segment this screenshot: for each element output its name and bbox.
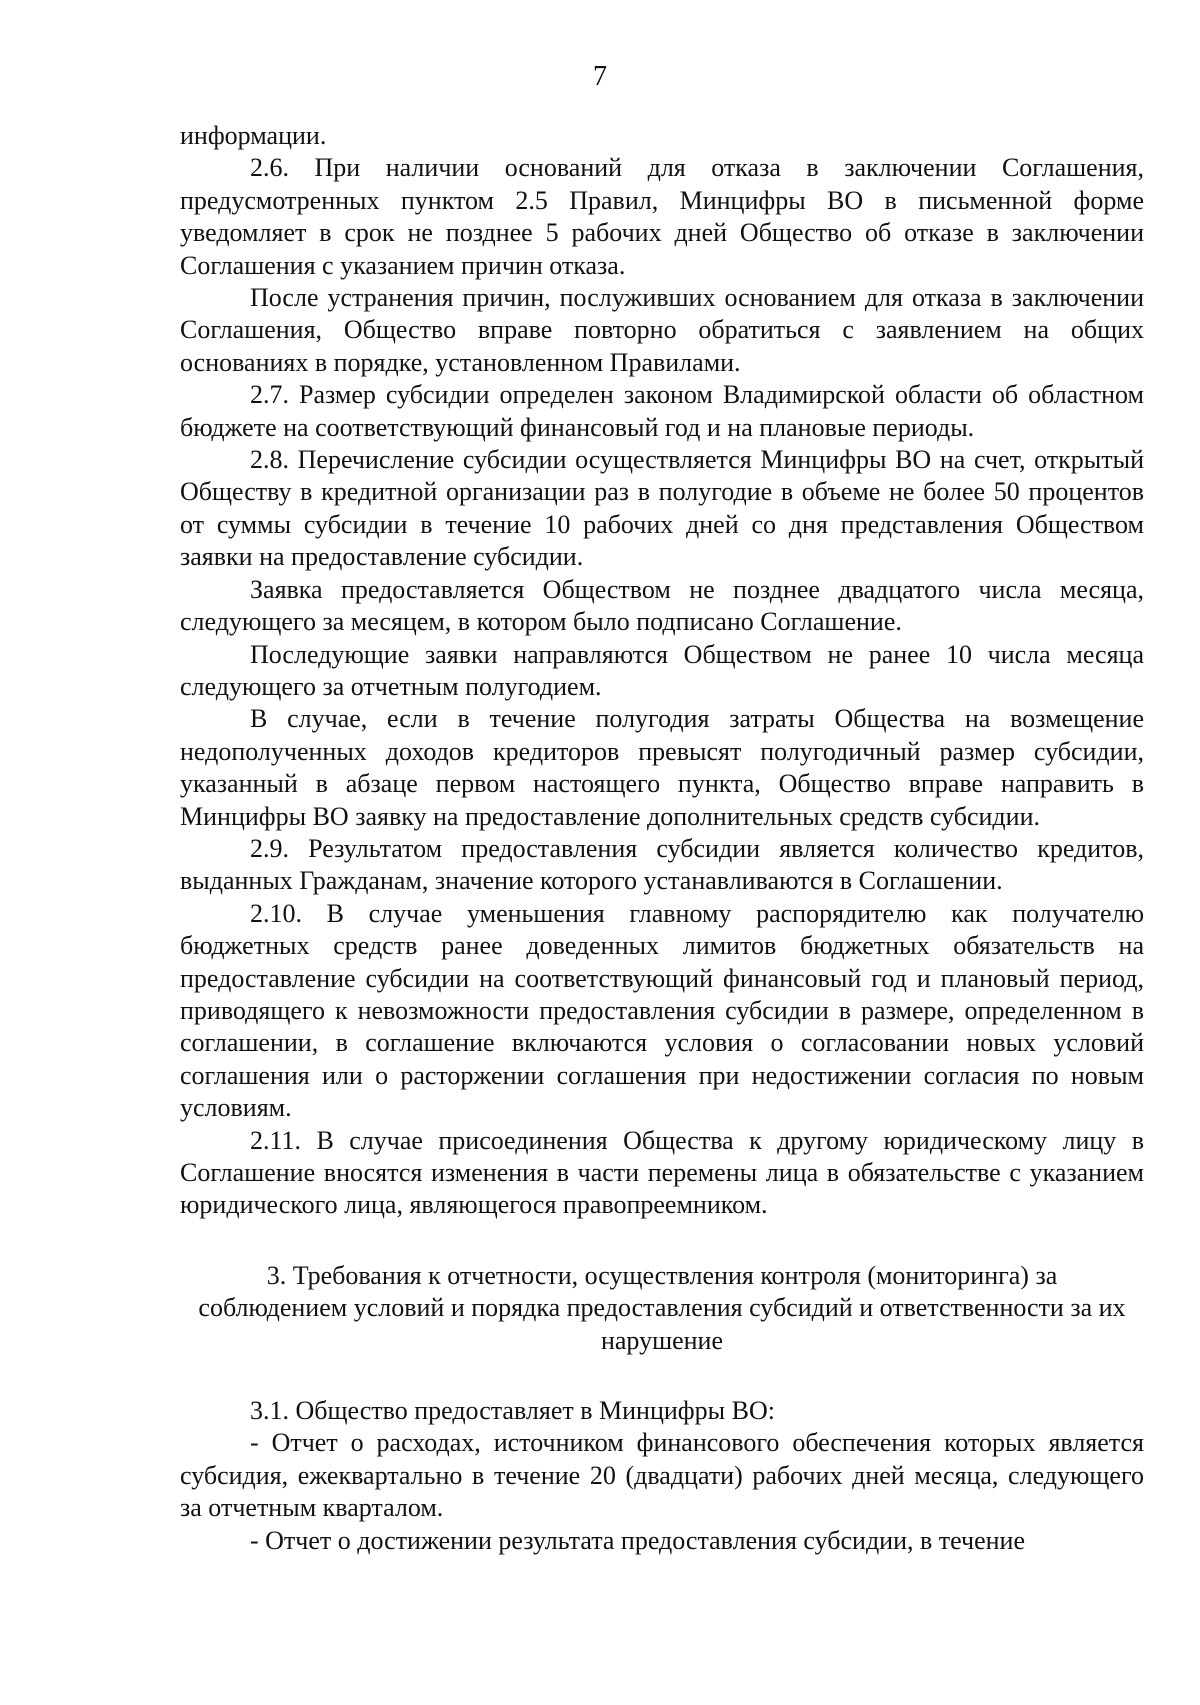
document-body: [180, 120, 1144, 1557]
paragraph-2-7: 2.7. Размер субсидии определен законом Владимирской области об областном бюджете на соответствующий финансовый год и на плановые периоды.: [180, 380, 1144, 442]
paragraph-2-11: 2.11. В случае присоединения Общества к другому юридическому лицу в Соглашение вносятся изменения в части перемены лица в обязательстве с указанием юридического лица, являющегося правопреемником.: [180, 1125, 1144, 1220]
paragraph-2-8-application: Заявка предоставляется Обществом не позднее двадцатого числа месяца, следующего за месяцем, в котором было подписано Соглашение.: [180, 574, 1144, 637]
paragraph-continuation: информации.: [180, 121, 327, 150]
paragraph-2-8-subsequent: Последующие заявки направляются Обществом не ранее 10 числа месяца следующего за отчетным полугодием.: [180, 639, 1144, 701]
paragraph-3-1: 3.1. Общество предоставляет в Минцифры ВО:: [250, 1396, 775, 1426]
paragraph-3-1-result-report: - Отчет о достижении результата предоставления субсидии, в течение: [250, 1525, 1026, 1555]
section-3-heading: 3. Требования к отчетности, осуществления контроля (мониторинга) за соблюдением условий и порядка предоставления субсидий и ответственности за их нарушение: [198, 1260, 1126, 1355]
paragraph-2-6: 2.6. При наличии оснований для отказа в заключении Соглашения, предусмотренных пунктом 2.5 Правил, Минцифры ВО в письменной форме уведомляет в срок не позднее 5 рабочих дней Общество об отказе в заключении Соглашения с указанием причин отказа.: [180, 153, 1144, 280]
paragraph-2-10: 2.10. В случае уменьшения главному распорядителю как получателю бюджетных средств ранее доведенных лимитов бюджетных обязательств на предоставление субсидии на соответствующий финансовый год и плановый период, приводящего к невозможности предоставления субсидии в размере, определенном в соглашении, в соглашение включаются условия о согласовании новых условий соглашения или о расторжении соглашения при недостижении согласия по новым условиям.: [180, 898, 1144, 1123]
paragraph-3-1-expense-report: - Отчет о расходах, источником финансового обеспечения которых является субсидия, ежеквартально в течение 20 (двадцати) рабочих дней месяца, следующего за отчетным кварталом.: [180, 1428, 1144, 1523]
page-number: 7: [593, 61, 607, 92]
paragraph-2-6-continued: После устранения причин, послуживших основанием для отказа в заключении Соглашения, Общество вправе повторно обратиться с заявлением на общих основаниях в порядке, установленном Правилами.: [180, 283, 1144, 377]
paragraph-2-9: 2.9. Результатом предоставления субсидии является количество кредитов, выданных Гражданам, значение которого устанавливаются в Соглашении.: [180, 833, 1144, 896]
paragraph-2-8-additional: В случае, если в течение полугодия затраты Общества на возмещение недополученных доходов кредиторов превысят полугодичный размер субсидии, указанный в абзаце первом настоящего пункта, Общество вправе направить в Минцифры ВО заявку на предоставление дополнительных средств субсидии.: [180, 704, 1144, 831]
paragraph-2-8: 2.8. Перечисление субсидии осуществляется Минцифры ВО на счет, открытый Обществу в кредитной организации раз в полугодие в объеме не более 50 процентов от суммы субсидии в течение 10 рабочих дней со дня представления Обществом заявки на предоставление субсидии.: [180, 445, 1144, 572]
